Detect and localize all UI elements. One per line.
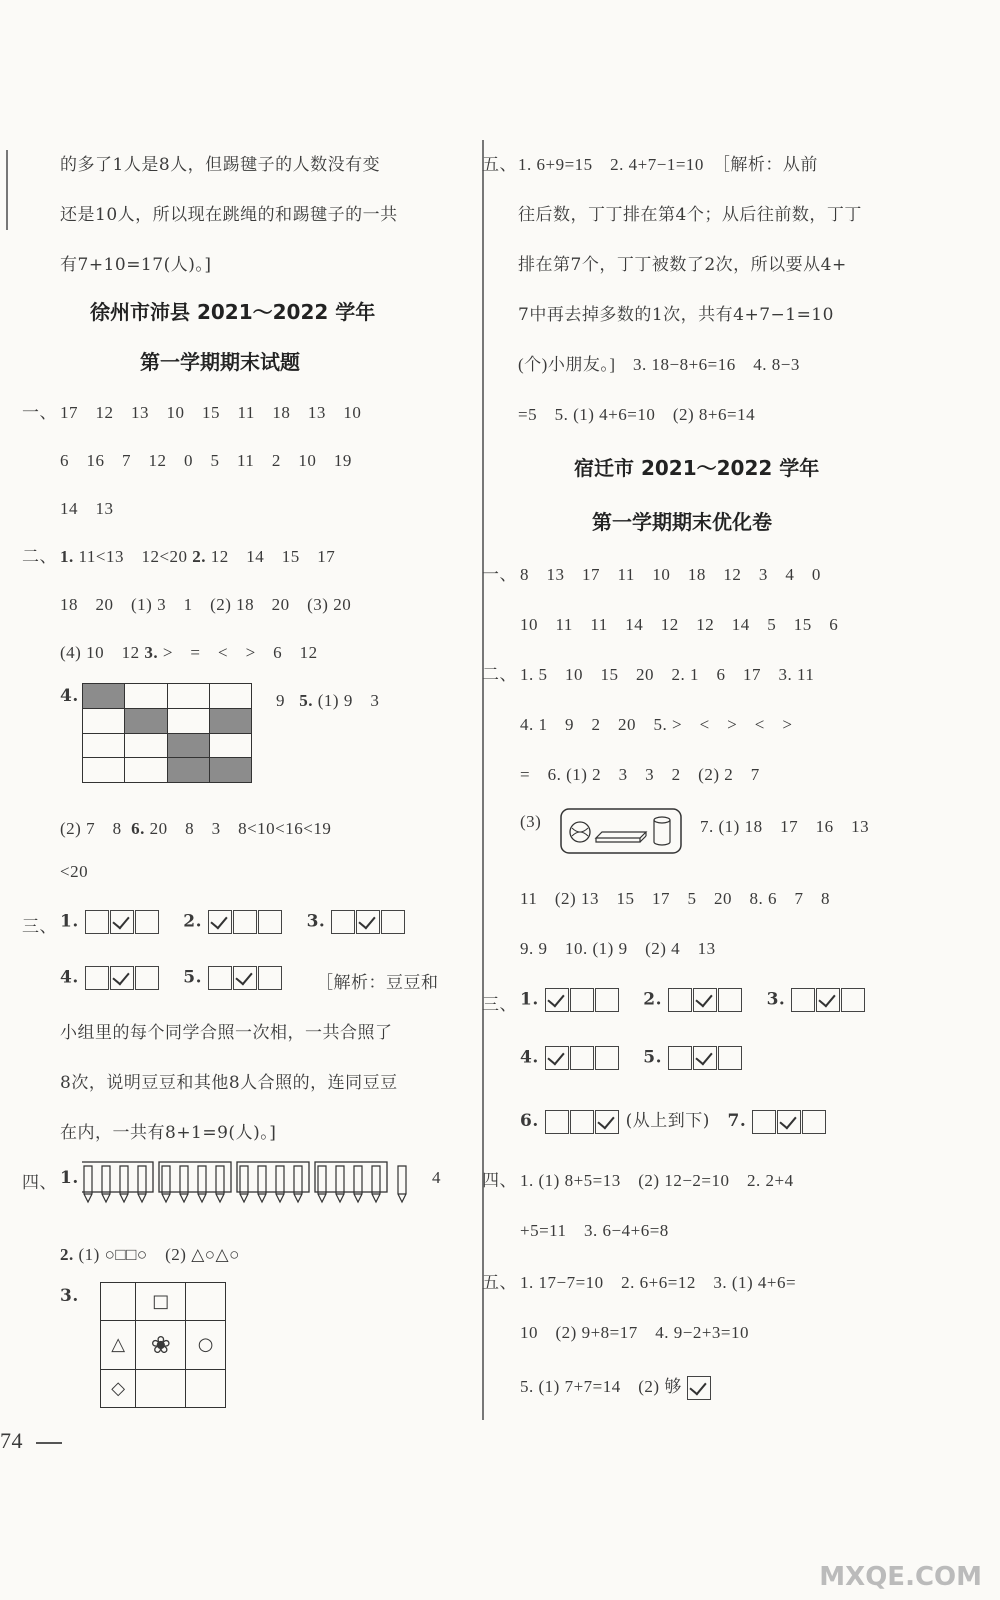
pencil-icon [318, 1166, 326, 1202]
grid-cell-triangle: △ [101, 1320, 136, 1370]
pencil-icon [372, 1166, 380, 1202]
right-part4-label: 四、 [482, 1171, 517, 1191]
answer-box [791, 988, 815, 1012]
right-section-title-1: 宿迁市 2021～2022 学年 [574, 456, 820, 480]
shaded-grid [82, 683, 252, 783]
left-part2-label: 二、 [22, 547, 57, 567]
left-part3-note-4: 在内，一共有8+1=9(人)。] [60, 1123, 277, 1143]
grid-cell-shaded [83, 684, 125, 709]
ball-seam [572, 828, 588, 836]
answer-box [668, 988, 692, 1012]
pencil-groups-figure [82, 1160, 422, 1206]
grid-cell-shaded [167, 758, 209, 783]
answer-box [595, 988, 619, 1012]
left-part2-row1 [60, 542, 335, 567]
answer-box-checked [545, 1046, 569, 1070]
left-section-title-1: 徐州市沛县 2021～2022 学年 [90, 300, 376, 324]
right-part5b-row3 [520, 1372, 712, 1400]
q-number [60, 1286, 79, 1306]
answer: 12 14 15 17 [210, 547, 336, 566]
left-part3-note-3: 8次，说明豆豆和其他8人合照的，连同豆豆 [60, 1073, 398, 1093]
page-number: 74 [0, 1428, 23, 1453]
left-part3-note-1: ［解析：豆豆和 [316, 973, 439, 993]
pencil-icon [240, 1166, 248, 1202]
q-number-label: 3. [60, 1286, 79, 1306]
grid-cell-shaded [209, 708, 251, 733]
grid-cell [167, 708, 209, 733]
q-number: 5. [299, 691, 313, 710]
right-part2-row4-label: (3) [520, 812, 542, 831]
cuboid-icon [596, 832, 646, 838]
answer-box [570, 1110, 594, 1134]
q-number: 1. [60, 911, 79, 932]
right-part5-row6: =5 5. (1) 4+6=10 (2) 8+6=14 [518, 405, 756, 424]
pencil-icon [162, 1166, 170, 1202]
right-part2-row4: 7. (1) 18 17 16 13 [700, 817, 870, 836]
grid-cell [186, 1370, 226, 1408]
right-part4-row1: 1. (1) 8+5=13 (2) 12−2=10 2. 2+4 [520, 1171, 794, 1190]
left-section-title-2: 第一学期期末试题 [140, 350, 300, 374]
answer-box [718, 1046, 742, 1070]
cylinder-icon [654, 817, 670, 823]
pencil-icon [180, 1166, 188, 1202]
grid-cell-diamond: ◇ [101, 1370, 136, 1408]
position-grid [100, 1282, 226, 1408]
answer-box [258, 966, 282, 990]
answer-box-checked [356, 910, 380, 934]
q-number: 4. [60, 967, 79, 988]
q-number: 6. [131, 819, 145, 838]
answer-box-checked [687, 1376, 711, 1400]
answer-box [802, 1110, 826, 1134]
grid-cell [209, 684, 251, 709]
right-part5-row4: 7中再去掉多数的1次，共有4+7−1=10 [518, 305, 834, 325]
right-part2-label: 二、 [482, 665, 517, 685]
right-part1-row2: 10 11 11 14 12 12 14 5 15 6 [520, 615, 839, 634]
grid-cell [83, 708, 125, 733]
left-part2-row3 [60, 638, 318, 663]
q-number: 6. [520, 1111, 539, 1131]
grid-cell-shaded [125, 708, 167, 733]
right-part3-label: 三、 [482, 995, 517, 1015]
right-part5-row3: 排在第7个，丁丁被数了2次，所以要从4+ [518, 255, 847, 275]
left-part1-row1: 17 12 13 10 15 11 18 13 10 [60, 403, 362, 422]
right-part4-row2: +5=11 3. 6−4+6=8 [520, 1221, 669, 1240]
answer-box-checked [233, 966, 257, 990]
answer-box [258, 910, 282, 934]
left-part3-row2 [60, 966, 283, 990]
q-number: 5. [643, 1047, 663, 1068]
left-part2-row2: 18 20 (1) 3 1 (2) 18 20 (3) 20 [60, 595, 352, 614]
answer-box-checked [595, 1110, 619, 1134]
answer: (2) 7 8 [60, 819, 122, 838]
answer-box-checked [110, 910, 134, 934]
left-part1-row3: 14 13 [60, 499, 114, 518]
left-continuation-line-2: 还是10人，所以现在跳绳的和踢毽子的一共 [60, 205, 398, 225]
right-part1-label: 一、 [482, 565, 517, 585]
order-note: (从上到下) [625, 1111, 710, 1131]
left-part3-row1 [60, 910, 406, 934]
grid-cell [136, 1370, 186, 1408]
right-part5-row2: 往后数，丁丁排在第4个；从后往前数，丁丁 [518, 205, 862, 225]
answer-box [668, 1046, 692, 1070]
pencil-icon [336, 1166, 344, 1202]
q-number-label: 1. [60, 1168, 79, 1188]
cylinder-body [654, 820, 670, 845]
answer-box [595, 1046, 619, 1070]
answer-box [85, 910, 109, 934]
answer-box [718, 988, 742, 1012]
answer-box [85, 966, 109, 990]
q-number: 7. [727, 1111, 747, 1131]
right-part2-row6: 9. 9 10. (1) 9 (2) 4 13 [520, 939, 716, 958]
right-section-title-2: 第一学期期末优化卷 [592, 510, 772, 534]
q-number: 2. [60, 1245, 74, 1264]
pencil-icon [276, 1166, 284, 1202]
grid-cell [186, 1283, 226, 1321]
answer-box-checked [693, 988, 717, 1012]
left-part1-row2: 6 16 7 12 0 5 11 2 10 19 [60, 451, 352, 470]
page-number-dash [36, 1442, 62, 1444]
answer: (1) ○□□○ (2) △○△○ [78, 1245, 240, 1264]
right-part5b-row1: 1. 17−7=10 2. 6+6=12 3. (1) 4+6= [520, 1273, 797, 1292]
right-part5b-label: 五、 [482, 1273, 517, 1293]
right-part1-row1: 8 13 17 11 10 18 12 3 4 0 [520, 565, 821, 584]
grid-cell [125, 733, 167, 758]
answer-box [570, 1046, 594, 1070]
pencil-icon [398, 1166, 406, 1202]
q-number-label: 4. [60, 686, 79, 706]
answer-box-checked [110, 966, 134, 990]
answer-box [841, 988, 865, 1012]
answer-box [570, 988, 594, 1012]
right-part5-label: 五、 [482, 155, 517, 175]
q-number: 3. [766, 989, 786, 1010]
grid-cell [101, 1283, 136, 1321]
answer: 9 [276, 691, 285, 710]
right-part2-row1: 1. 5 10 15 20 2. 1 6 17 3. 11 [520, 665, 815, 684]
left-part3-note-2: 小组里的每个同学合照一次相，一共合照了 [60, 1023, 393, 1043]
q-number: 1. [60, 547, 74, 566]
pencil-icon [216, 1166, 224, 1202]
answer-box [381, 910, 405, 934]
answer-box [135, 966, 159, 990]
answer-box [208, 966, 232, 990]
shapes-frame [561, 809, 681, 853]
answer: (4) 10 12 [60, 643, 140, 662]
grid-cell-shaded [209, 758, 251, 783]
grid-cell [167, 684, 209, 709]
pencil-icon [198, 1166, 206, 1202]
grid-cell [83, 758, 125, 783]
answer-box-checked [777, 1110, 801, 1134]
right-part2-row3: = 6. (1) 2 3 3 2 (2) 2 7 [520, 765, 760, 784]
answer-box [233, 910, 257, 934]
grid-cell [125, 758, 167, 783]
answer: 20 8 3 8<10<16<19 [149, 819, 332, 838]
answer-box-checked [208, 910, 232, 934]
grid-cell-shaded [167, 733, 209, 758]
left-margin-line [6, 150, 8, 230]
answer-box [752, 1110, 776, 1134]
grid-cell-circle: ○ [186, 1320, 226, 1370]
left-part2-row6: <20 [60, 862, 89, 881]
pencil-icon [84, 1166, 92, 1202]
left-part2-row4 [276, 686, 379, 711]
q-number: 2. [183, 911, 203, 932]
left-part4-label: 四、 [22, 1173, 57, 1193]
left-part4-row2 [60, 1240, 240, 1265]
q-number: 4. [520, 1047, 539, 1068]
answer-box [331, 910, 355, 934]
watermark: MXQE.COM [819, 1562, 982, 1592]
q-number: 2. [192, 547, 207, 566]
right-part3-row3 [520, 1106, 827, 1134]
pencil-icon [120, 1166, 128, 1202]
answer-box-checked [545, 988, 569, 1012]
q-number [60, 1168, 79, 1188]
answer-box-checked [693, 1046, 717, 1070]
left-part3-label: 三、 [22, 917, 57, 937]
q-number: 1. [520, 989, 539, 1010]
grid-cell [209, 733, 251, 758]
grid-cell [125, 684, 167, 709]
answer-box-checked [816, 988, 840, 1012]
q-number: 3. [144, 643, 159, 662]
left-continuation-line-1: 的多了1人是8人，但踢毽子的人数没有变 [60, 155, 381, 175]
pencil-icon [294, 1166, 302, 1202]
answer: > = < > 6 12 [162, 643, 318, 662]
left-part1-label: 一、 [22, 403, 57, 423]
answer-box [545, 1110, 569, 1134]
pencil-icon [354, 1166, 362, 1202]
q-number: 5. [183, 967, 203, 988]
q-number [60, 686, 79, 706]
right-part5-row5: (个)小朋友。] 3. 18−8+6=16 4. 8−3 [518, 355, 800, 374]
pencil-icons [82, 1162, 406, 1202]
pencil-icon [102, 1166, 110, 1202]
answer-box [135, 910, 159, 934]
answer: 11<13 12<20 [78, 547, 188, 566]
grid-cell [83, 733, 125, 758]
q-number: 3. [306, 911, 326, 932]
right-part3-row2 [520, 1046, 743, 1070]
left-part4-q1-answer: 4 [432, 1168, 441, 1187]
right-part2-row2: 4. 1 9 2 20 5. > < > < > [520, 715, 793, 734]
answer: 5. (1) 7+7=14 (2) 够 [520, 1377, 682, 1396]
answer: (1) 9 3 [317, 691, 380, 710]
right-part2-row5: 11 (2) 13 15 17 5 20 8. 6 7 8 [520, 889, 830, 908]
pencil-icon [258, 1166, 266, 1202]
q-number: 2. [643, 989, 663, 1010]
right-part3-row1 [520, 988, 866, 1012]
pencil-icon [138, 1166, 146, 1202]
column-divider [482, 140, 484, 1420]
shapes-box-figure [560, 808, 684, 856]
grid-cell-square: □ [136, 1283, 186, 1321]
left-part2-row5 [60, 814, 331, 839]
grid-cell-flower: ❀ [136, 1320, 186, 1370]
right-part5-row1: 1. 6+9=15 2. 4+7−1=10 ［解析：从前 [518, 155, 818, 174]
right-part5b-row2: 10 (2) 9+8=17 4. 9−2+3=10 [520, 1323, 750, 1342]
left-continuation-line-3: 有7+10=17(人)。] [60, 255, 212, 275]
